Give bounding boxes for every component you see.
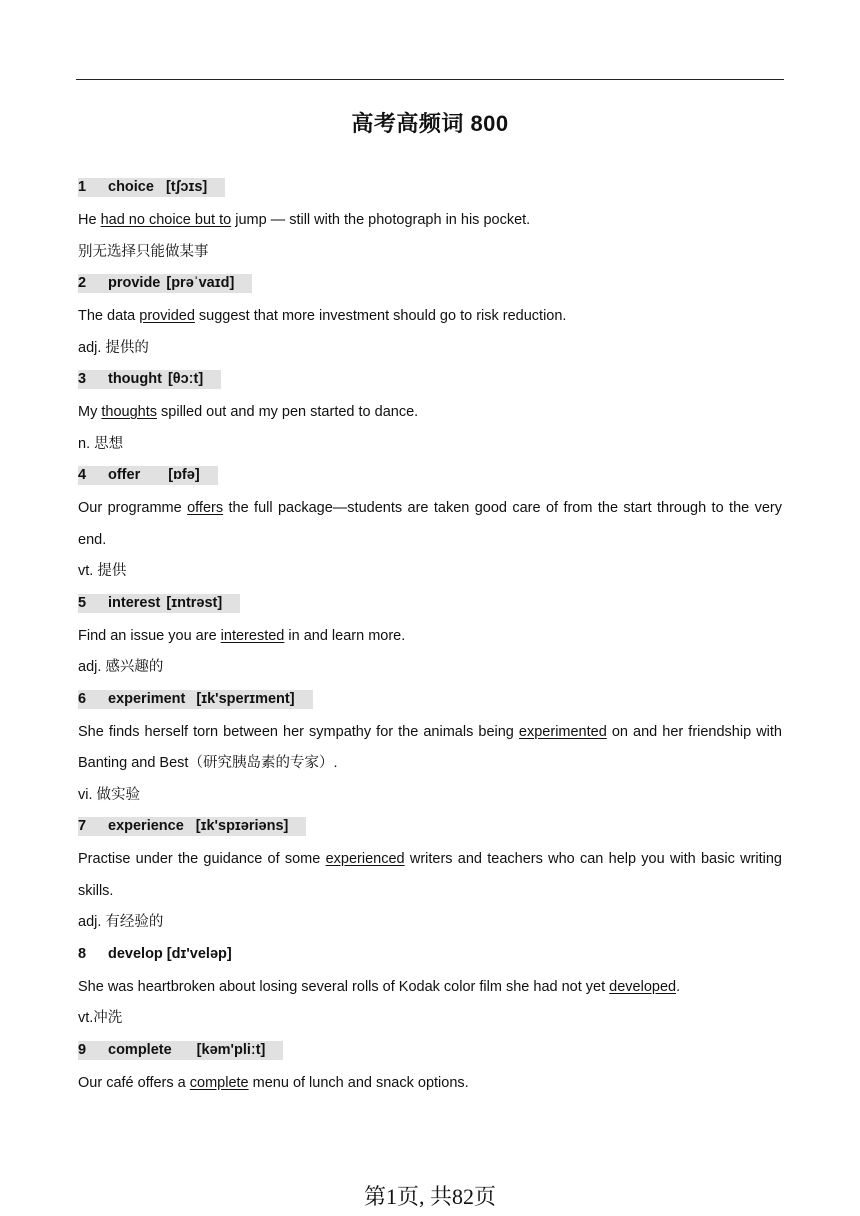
entry-heading [78, 466, 218, 485]
entry-meaning: n. 思想 [78, 435, 124, 452]
list-item [78, 364, 782, 460]
entry-word: thought [108, 371, 162, 387]
entry-heading [78, 370, 221, 389]
page-title: 高考高频词 800 [351, 111, 509, 136]
example-sentence: He had no choice but to jump — still with the photograph in his pocket. [78, 212, 531, 228]
entry-number: 7 [78, 818, 87, 834]
highlighted-phrase: offers [187, 500, 224, 516]
example-sentence: Our programme offers the full package—students are taken good care of from the start through to the very end. [78, 500, 782, 548]
highlighted-phrase: experienced [325, 851, 405, 867]
list-item [78, 460, 782, 588]
entry-meaning: vt. 提供 [78, 563, 127, 579]
entry-word: develop [108, 945, 163, 962]
entry-heading [78, 1041, 283, 1060]
entry-number: 9 [78, 1041, 87, 1058]
entry-heading [78, 817, 306, 836]
example-sentence: Find an issue you are interested in and learn more. [78, 627, 406, 644]
entry-number: 8 [78, 945, 87, 962]
entry-meaning: adj. 感兴趣的 [78, 659, 164, 675]
list-item [78, 268, 782, 364]
entry-word: complete [108, 1041, 172, 1058]
entry-phonetic: [ɪk'spɪəriəns] [195, 818, 289, 834]
list-item [78, 684, 782, 812]
list-item [78, 811, 782, 939]
highlighted-phrase: developed [609, 978, 677, 995]
entry-number: 6 [78, 690, 87, 707]
entry-word: experience [108, 818, 184, 834]
highlighted-phrase: interested [220, 627, 285, 644]
vocab-list [78, 172, 782, 1099]
entry-number: 3 [78, 371, 87, 387]
page-footer: 第1页, 共82页 [363, 1184, 496, 1209]
entry-number: 2 [78, 275, 87, 291]
entry-number: 5 [78, 594, 87, 611]
header-rule [76, 79, 784, 80]
example-sentence: Our café offers a complete menu of lunch and snack options. [78, 1074, 469, 1091]
entry-heading [78, 594, 240, 613]
entry-phonetic: [θɔːt] [167, 371, 204, 387]
example-sentence: She finds herself torn between her sympathy for the animals being experimented on and her friendship with Banting and Best（研究胰岛素的专家）. [78, 723, 783, 771]
entry-phonetic: [kəm'pliːt] [196, 1041, 266, 1058]
entry-meaning: vt.冲洗 [78, 1010, 123, 1026]
entry-phonetic: [dɪ'veləp] [166, 945, 232, 962]
entry-heading [78, 690, 313, 709]
example-sentence: She was heartbroken about losing several rolls of Kodak color film she had not yet developed. [78, 978, 681, 995]
entry-phonetic: [ɪk'sperɪment] [196, 690, 295, 707]
list-item [78, 588, 782, 684]
list-item [78, 939, 782, 1035]
example-sentence: Practise under the guidance of some experienced writers and teachers who can help you with basic writing skills. [78, 851, 782, 899]
entry-meaning: 别无选择只能做某事 [78, 243, 209, 260]
highlighted-phrase: thoughts [101, 404, 157, 420]
example-sentence: My thoughts spilled out and my pen started to dance. [78, 404, 419, 420]
entry-word: interest [108, 594, 161, 611]
entry-word: provide [108, 275, 161, 291]
entry-word: offer [108, 467, 141, 483]
entry-meaning: adj. 有经验的 [78, 914, 164, 930]
highlighted-phrase: experimented [518, 723, 607, 740]
entry-heading [78, 945, 232, 964]
entry-phonetic: [prəˈvaɪd] [166, 275, 235, 291]
highlighted-phrase: had no choice but to [100, 212, 232, 228]
example-sentence: The data provided suggest that more investment should go to risk reduction. [78, 308, 567, 324]
entry-number: 4 [78, 467, 87, 483]
highlighted-phrase: provided [139, 308, 195, 324]
list-item [78, 1035, 782, 1100]
entry-number: 1 [78, 179, 87, 195]
entry-phonetic: [ɒfə] [168, 467, 200, 483]
entry-heading [78, 178, 225, 197]
entry-phonetic: [ɪntrəst] [166, 594, 223, 611]
entry-phonetic: [tʃɔɪs] [165, 179, 208, 195]
entry-word: choice [108, 179, 154, 195]
entry-heading [78, 274, 252, 293]
list-item [78, 172, 782, 268]
entry-word: experiment [108, 690, 186, 707]
entry-meaning: adj. 提供的 [78, 339, 149, 356]
highlighted-phrase: complete [189, 1074, 249, 1091]
entry-meaning: vi. 做实验 [78, 786, 141, 803]
